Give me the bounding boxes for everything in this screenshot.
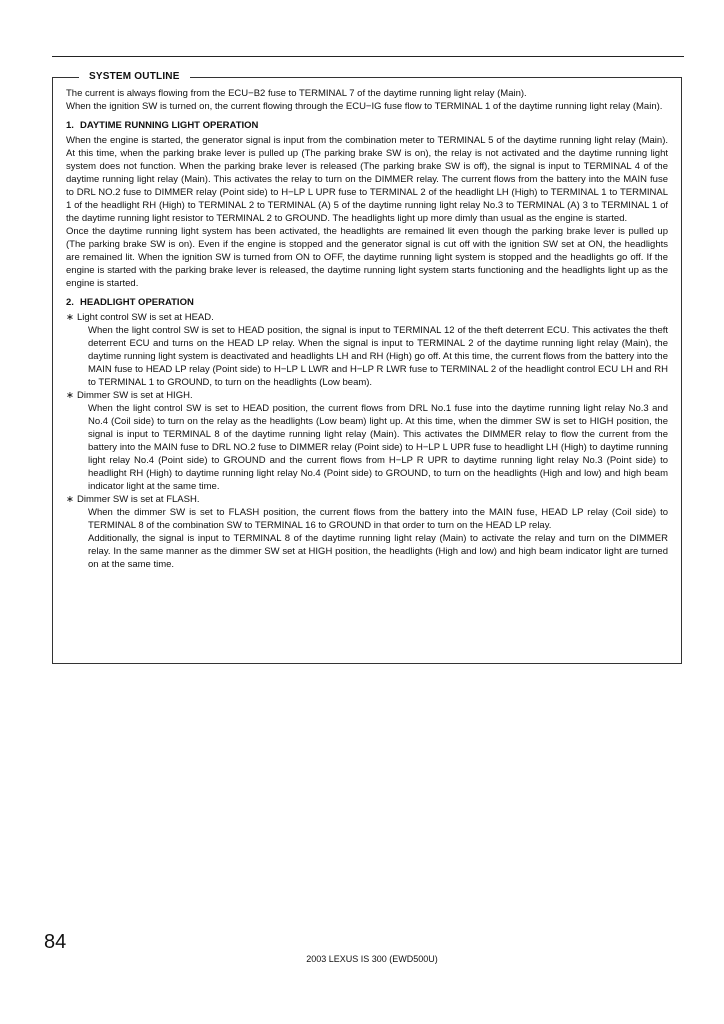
top-rule [52,56,684,57]
asterisk-icon: ∗ [66,494,74,505]
bullet-label: Dimmer SW is set at HIGH. [77,390,193,401]
section-heading-1: 1. DAYTIME RUNNING LIGHT OPERATION [66,120,259,131]
system-outline-box [52,71,682,664]
high-paragraph: When the light control SW is set to HEAD position, the current flows from DRL No.1 fuse into the daytime running light relay No.3 and No.4 (Coil side) to turn on the relay as the headlights (Low beam) light up. At this time, when the dimmer SW is set to HIGH position, the signal is input to TERMINAL 8 of the daytime running light relay (Main). This activates the DIMMER relay to flow the current from the battery into the MAIN fuse to DRL NO.2 fuse to DIMMER relay (Point side) to H−LP L UPR fuse to headlight LH (High) to daytime running light relay No.4 (Point side) to GROUND and the current flows from H−LP R UPR to daytime running light relay No.3 (Point side) to headlight RH (High) to daytime running light relay No.4 (Point side) to GROUND, to turn on the headlights (High and low) and high beam indicator light at the same time. [88,403,668,492]
intro-paragraph-1: The current is always flowing from the ECU−B2 fuse to TERMINAL 7 of the daytime running light relay (Main). [66,88,527,99]
bullet-label: Light control SW is set at HEAD. [77,312,214,323]
bullet-high [66,389,668,402]
footer: 2003 LEXUS IS 300 (EWD500U) [306,954,438,964]
page-number: 84 [44,931,67,953]
bullet-flash [66,493,668,506]
flash-paragraph-2: Additionally, the signal is input to TERMINAL 8 of the daytime running light relay (Main) to activate the relay and turn on the DIMMER relay. In the same manner as the dimmer SW set at HIGH position, the headlights (High and low) and high beam indicator light are turned on at the same time. [88,533,668,570]
bullet-head [66,311,668,324]
head-paragraph: When the light control SW is set to HEAD position, the signal is input to TERMINAL 12 of the theft deterrent ECU. This activates the theft deterrent ECU and turns on the HEAD LP relay. When the signal is input to TERMINAL 2 of the daytime running light relay (Main), the daytime running light system is deactivated and headlights LH and RH (High) go off. At this time, the current flows from the battery into the MAIN fuse to HEAD LP relay (Point side) to H−LP L LWR and H−LP R LWR fuse to TERMINAL 2 of the headlight control ECU LH and RH to TERMINAL 1 to GROUND, to turn on the headlights (Low beam). [88,325,668,388]
content [66,87,668,571]
section-title: SYSTEM OUTLINE [79,70,190,84]
section-heading-2: 2. HEADLIGHT OPERATION [66,297,194,308]
flash-paragraph-1: When the dimmer SW is set to FLASH position, the current flows from the battery into the MAIN fuse, HEAD LP relay (Coil side) to TERMINAL 8 of the combination SW to TERMINAL 16 to GROUND in that order to turn on the HEAD LP relay. [88,507,668,531]
intro-paragraph-2: When the ignition SW is turned on, the current flowing through the ECU−IG fuse flow to TERMINAL 1 of the daytime running light relay (Main). [66,101,663,112]
drl-paragraph-1: When the engine is started, the generator signal is input from the combination meter to TERMINAL 5 of the daytime running light relay (Main). At this time, when the parking brake lever is pulled up (The parking brake SW is on), the relay is not activated and the daytime running light system does not function. When the parking brake lever is released (The parking brake SW is off), the signal is input to TERMINAL 4 of the daytime running light relay (Main). This activates the relay to turn on the DIMMER relay. The current flows from the battery into the MAIN fuse to DRL NO.2 fuse to DIMMER relay (Point side) to H−LP L UPR fuse to TERMINAL 2 of the headlight LH (High) to TERMINAL 1 to TERMINAL 1 of the headlight RH (High) to TERMINAL 2 to TERMINAL (A) 5 of the daytime running light relay No.3 to TERMINAL (A) 3 to TERMINAL 1 of the daytime running light resistor to TERMINAL 2 to GROUND. The headlights light up more dimly than usual as the engine is started. [66,135,668,224]
asterisk-icon: ∗ [66,390,74,401]
asterisk-icon: ∗ [66,312,74,323]
drl-paragraph-2: Once the daytime running light system has been activated, the headlights are remained lit even though the parking brake lever is pulled up (The parking brake SW is on). Even if the engine is stopped and the generator signal is cut off with the ignition SW set at ON, the headlights are remained lit. When the ignition SW is turned from ON to OFF, the daytime running light system is stopped and the headlights go off. If the engine is started with the parking brake lever is released, the daytime running light system starts functioning and the headlights light up as the engine is started. [66,226,668,289]
bullet-label: Dimmer SW is set at FLASH. [77,494,200,505]
